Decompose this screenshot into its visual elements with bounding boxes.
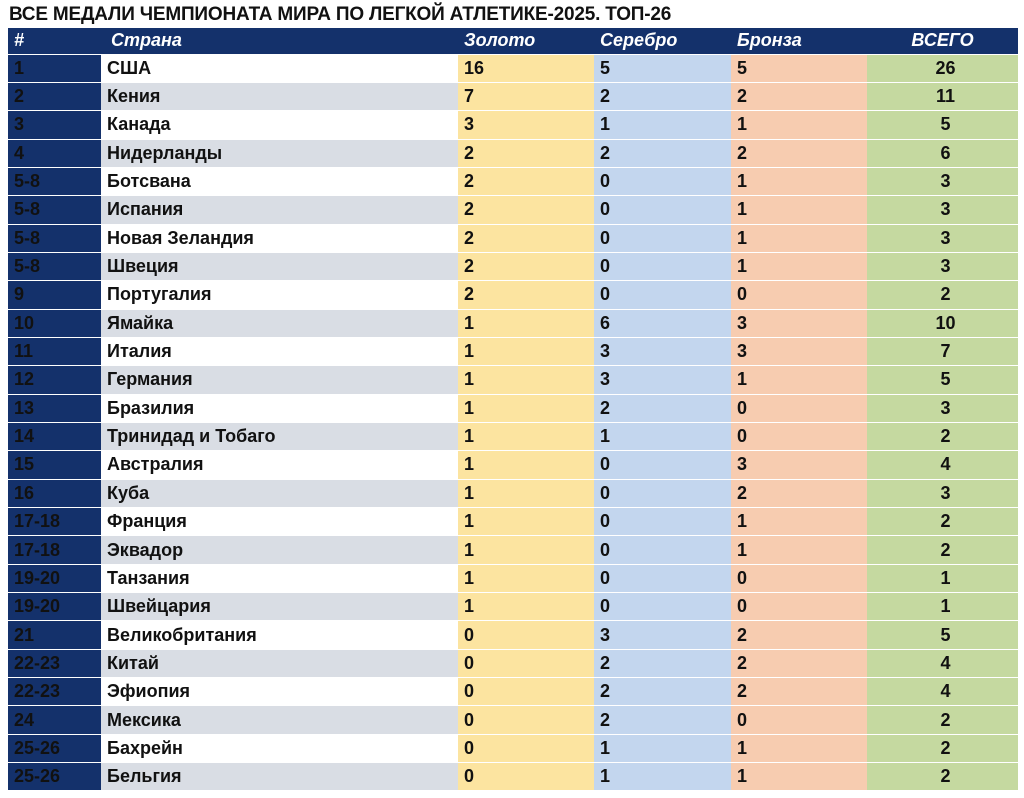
table-row — [8, 451, 1018, 479]
bronze-cell: 0 — [731, 422, 867, 450]
gold-cell: 2 — [458, 252, 594, 280]
rank-cell: 17-18 — [8, 536, 101, 564]
rank-cell: 19-20 — [8, 564, 101, 592]
rank-cell: 5-8 — [8, 196, 101, 224]
silver-cell: 2 — [594, 649, 731, 677]
gold-cell: 1 — [458, 337, 594, 365]
gold-cell: 2 — [458, 281, 594, 309]
country-cell: Австралия — [101, 451, 458, 479]
country-cell: Швеция — [101, 252, 458, 280]
silver-cell: 0 — [594, 593, 731, 621]
table-row — [8, 508, 1018, 536]
total-cell: 7 — [867, 337, 1018, 365]
silver-cell: 0 — [594, 451, 731, 479]
country-cell: Германия — [101, 366, 458, 394]
country-cell: Бахрейн — [101, 734, 458, 762]
table-row — [8, 54, 1018, 82]
rank-cell: 22-23 — [8, 678, 101, 706]
table-row — [8, 167, 1018, 195]
silver-cell: 2 — [594, 706, 731, 734]
rank-cell: 5-8 — [8, 167, 101, 195]
rank-cell: 1 — [8, 54, 101, 82]
country-cell: Италия — [101, 337, 458, 365]
country-cell: Португалия — [101, 281, 458, 309]
table-row — [8, 394, 1018, 422]
total-cell: 2 — [867, 508, 1018, 536]
country-cell: Танзания — [101, 564, 458, 592]
total-cell: 4 — [867, 649, 1018, 677]
bronze-cell: 1 — [731, 734, 867, 762]
rank-cell: 24 — [8, 706, 101, 734]
bronze-cell: 0 — [731, 593, 867, 621]
rank-cell: 4 — [8, 139, 101, 167]
table-row — [8, 678, 1018, 706]
silver-cell: 2 — [594, 82, 731, 110]
header-bronze: Бронза — [731, 28, 867, 54]
gold-cell: 1 — [458, 508, 594, 536]
country-cell: Франция — [101, 508, 458, 536]
silver-cell: 3 — [594, 337, 731, 365]
country-cell: Мексика — [101, 706, 458, 734]
silver-cell: 2 — [594, 678, 731, 706]
rank-cell: 9 — [8, 281, 101, 309]
rank-cell: 2 — [8, 82, 101, 110]
country-cell: Канада — [101, 111, 458, 139]
bronze-cell: 2 — [731, 649, 867, 677]
table-row — [8, 196, 1018, 224]
table-row — [8, 281, 1018, 309]
total-cell: 5 — [867, 366, 1018, 394]
gold-cell: 2 — [458, 224, 594, 252]
medal-table — [8, 28, 1018, 791]
total-cell: 3 — [867, 479, 1018, 507]
silver-cell: 1 — [594, 763, 731, 791]
total-cell: 3 — [867, 167, 1018, 195]
gold-cell: 1 — [458, 536, 594, 564]
bronze-cell: 2 — [731, 139, 867, 167]
bronze-cell: 0 — [731, 706, 867, 734]
country-cell: Великобритания — [101, 621, 458, 649]
table-row — [8, 706, 1018, 734]
silver-cell: 2 — [594, 394, 731, 422]
country-cell: Эквадор — [101, 536, 458, 564]
table-row — [8, 564, 1018, 592]
silver-cell: 0 — [594, 479, 731, 507]
table-row — [8, 649, 1018, 677]
bronze-cell: 1 — [731, 508, 867, 536]
silver-cell: 0 — [594, 281, 731, 309]
gold-cell: 2 — [458, 167, 594, 195]
table-row — [8, 252, 1018, 280]
gold-cell: 1 — [458, 394, 594, 422]
table-row — [8, 111, 1018, 139]
silver-cell: 0 — [594, 508, 731, 536]
table-row — [8, 224, 1018, 252]
rank-cell: 14 — [8, 422, 101, 450]
total-cell: 6 — [867, 139, 1018, 167]
silver-cell: 3 — [594, 621, 731, 649]
header-row — [8, 28, 1018, 54]
rank-cell: 5-8 — [8, 252, 101, 280]
total-cell: 2 — [867, 763, 1018, 791]
silver-cell: 1 — [594, 111, 731, 139]
table-body — [8, 54, 1018, 791]
country-cell: Эфиопия — [101, 678, 458, 706]
total-cell: 2 — [867, 422, 1018, 450]
bronze-cell: 1 — [731, 224, 867, 252]
bronze-cell: 0 — [731, 564, 867, 592]
rank-cell: 3 — [8, 111, 101, 139]
gold-cell: 1 — [458, 422, 594, 450]
bronze-cell: 1 — [731, 167, 867, 195]
bronze-cell: 2 — [731, 82, 867, 110]
total-cell: 2 — [867, 734, 1018, 762]
country-cell: Ямайка — [101, 309, 458, 337]
rank-cell: 12 — [8, 366, 101, 394]
gold-cell: 1 — [458, 309, 594, 337]
header-rank: # — [8, 28, 101, 54]
rank-cell: 25-26 — [8, 734, 101, 762]
table-title: ВСЕ МЕДАЛИ ЧЕМПИОНАТА МИРА ПО ЛЕГКОЙ АТЛЕТИКЕ-2025. ТОП-26 — [9, 4, 672, 25]
rank-cell: 11 — [8, 337, 101, 365]
silver-cell: 0 — [594, 196, 731, 224]
silver-cell: 0 — [594, 167, 731, 195]
country-cell: Кения — [101, 82, 458, 110]
bronze-cell: 3 — [731, 451, 867, 479]
country-cell: Китай — [101, 649, 458, 677]
total-cell: 4 — [867, 678, 1018, 706]
total-cell: 3 — [867, 224, 1018, 252]
total-cell: 3 — [867, 196, 1018, 224]
table-row — [8, 734, 1018, 762]
bronze-cell: 1 — [731, 111, 867, 139]
table-row — [8, 479, 1018, 507]
country-cell: Ботсвана — [101, 167, 458, 195]
country-cell: США — [101, 54, 458, 82]
header-country: Страна — [101, 28, 458, 54]
bronze-cell: 3 — [731, 337, 867, 365]
silver-cell: 3 — [594, 366, 731, 394]
table-row — [8, 422, 1018, 450]
header-total: ВСЕГО — [867, 28, 1018, 54]
gold-cell: 1 — [458, 593, 594, 621]
gold-cell: 2 — [458, 196, 594, 224]
total-cell: 10 — [867, 309, 1018, 337]
total-cell: 2 — [867, 706, 1018, 734]
silver-cell: 0 — [594, 564, 731, 592]
rank-cell: 21 — [8, 621, 101, 649]
gold-cell: 0 — [458, 706, 594, 734]
bronze-cell: 0 — [731, 394, 867, 422]
bronze-cell: 1 — [731, 252, 867, 280]
rank-cell: 19-20 — [8, 593, 101, 621]
total-cell: 5 — [867, 621, 1018, 649]
country-cell: Нидерланды — [101, 139, 458, 167]
gold-cell: 0 — [458, 649, 594, 677]
country-cell: Испания — [101, 196, 458, 224]
bronze-cell: 1 — [731, 366, 867, 394]
total-cell: 3 — [867, 252, 1018, 280]
silver-cell: 6 — [594, 309, 731, 337]
table-header — [8, 28, 1018, 54]
total-cell: 1 — [867, 564, 1018, 592]
table-row — [8, 82, 1018, 110]
silver-cell: 2 — [594, 139, 731, 167]
rank-cell: 10 — [8, 309, 101, 337]
rank-cell: 25-26 — [8, 763, 101, 791]
rank-cell: 13 — [8, 394, 101, 422]
total-cell: 3 — [867, 394, 1018, 422]
country-cell: Новая Зеландия — [101, 224, 458, 252]
country-cell: Бельгия — [101, 763, 458, 791]
gold-cell: 1 — [458, 366, 594, 394]
header-silver: Серебро — [594, 28, 731, 54]
bronze-cell: 2 — [731, 621, 867, 649]
gold-cell: 0 — [458, 763, 594, 791]
silver-cell: 0 — [594, 536, 731, 564]
country-cell: Куба — [101, 479, 458, 507]
gold-cell: 16 — [458, 54, 594, 82]
table-row — [8, 621, 1018, 649]
total-cell: 2 — [867, 536, 1018, 564]
table-row — [8, 536, 1018, 564]
rank-cell: 22-23 — [8, 649, 101, 677]
gold-cell: 1 — [458, 479, 594, 507]
country-cell: Швейцария — [101, 593, 458, 621]
header-gold: Золото — [458, 28, 594, 54]
silver-cell: 5 — [594, 54, 731, 82]
gold-cell: 0 — [458, 678, 594, 706]
silver-cell: 1 — [594, 734, 731, 762]
gold-cell: 0 — [458, 734, 594, 762]
country-cell: Бразилия — [101, 394, 458, 422]
silver-cell: 1 — [594, 422, 731, 450]
rank-cell: 15 — [8, 451, 101, 479]
silver-cell: 0 — [594, 252, 731, 280]
country-cell: Тринидад и Тобаго — [101, 422, 458, 450]
total-cell: 5 — [867, 111, 1018, 139]
bronze-cell: 2 — [731, 678, 867, 706]
bronze-cell: 1 — [731, 763, 867, 791]
gold-cell: 1 — [458, 451, 594, 479]
total-cell: 2 — [867, 281, 1018, 309]
total-cell: 11 — [867, 82, 1018, 110]
table-row — [8, 593, 1018, 621]
table-row — [8, 366, 1018, 394]
table-row — [8, 337, 1018, 365]
rank-cell: 16 — [8, 479, 101, 507]
total-cell: 1 — [867, 593, 1018, 621]
table-row — [8, 139, 1018, 167]
rank-cell: 5-8 — [8, 224, 101, 252]
total-cell: 4 — [867, 451, 1018, 479]
bronze-cell: 5 — [731, 54, 867, 82]
gold-cell: 2 — [458, 139, 594, 167]
gold-cell: 1 — [458, 564, 594, 592]
bronze-cell: 1 — [731, 196, 867, 224]
table-row — [8, 763, 1018, 791]
bronze-cell: 1 — [731, 536, 867, 564]
bronze-cell: 0 — [731, 281, 867, 309]
bronze-cell: 2 — [731, 479, 867, 507]
gold-cell: 3 — [458, 111, 594, 139]
bronze-cell: 3 — [731, 309, 867, 337]
rank-cell: 17-18 — [8, 508, 101, 536]
silver-cell: 0 — [594, 224, 731, 252]
gold-cell: 7 — [458, 82, 594, 110]
table-row — [8, 309, 1018, 337]
total-cell: 26 — [867, 54, 1018, 82]
gold-cell: 0 — [458, 621, 594, 649]
